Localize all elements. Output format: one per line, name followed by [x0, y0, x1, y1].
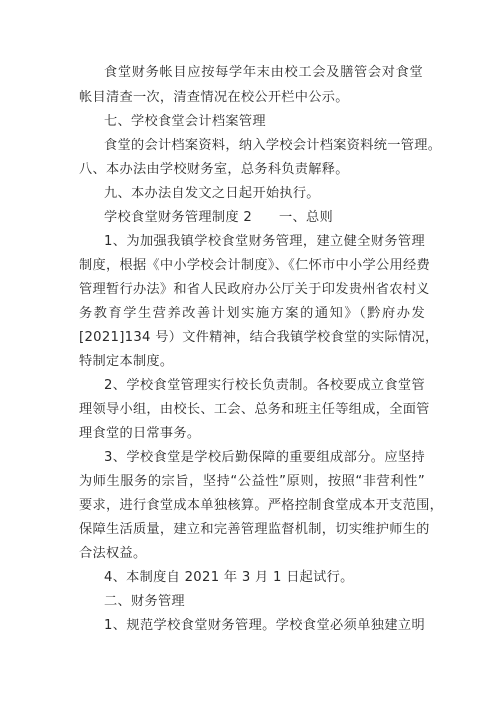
paragraph-line: 制度，根据《中小学校会计制度》、《仁怀市中小学公用经费 — [79, 258, 430, 273]
paragraph-line: 食堂的会计档案资料，纳入学校会计档案资料统一管理。 — [104, 138, 442, 153]
paragraph-line: 要求，进行食堂成本单独核算。严格控制食堂成本开支范围， — [79, 498, 444, 513]
paragraph-line: 理食堂的日常事务。 — [79, 426, 201, 441]
paragraph-line: 特制定本制度。 — [79, 354, 174, 369]
document-title: 学校食堂财务管理制度 2 一、总则 — [104, 210, 333, 225]
paragraph-line: 1、规范学校食堂财务管理。学校食堂必须单独建立明 — [104, 618, 425, 633]
paragraph-line: [2021]134 号）文件精神，结合我镇学校食堂的实际情况， — [79, 330, 439, 345]
paragraph-line: 九、本办法自发文之日起开始执行。 — [104, 186, 320, 201]
paragraph-line: 务教育学生营养改善计划实施方案的通知》（黔府办发 — [79, 306, 425, 321]
paragraph-line: 食堂财务帐目应按每学年末由校工会及膳管会对食堂 — [104, 65, 423, 80]
paragraph-line: 3、学校食堂是学校后勤保障的重要组成部分。应坚持 — [104, 450, 425, 465]
paragraph-line: 为师生服务的宗旨，坚持“公益性”原则，按照“非营利性” — [79, 474, 425, 489]
section-heading: 二、财务管理 — [104, 594, 185, 609]
paragraph-line: 2、学校食堂管理实行校长负责制。各校要成立食堂管 — [104, 378, 425, 393]
paragraph-line: 理领导小组，由校长、工会、总务和班主任等组成，全面管 — [79, 402, 430, 417]
section-heading: 七、学校食堂会计档案管理 — [104, 114, 266, 129]
paragraph-line: 管理暂行办法》和省人民政府办公厅关于印发贵州省农村义 — [79, 282, 430, 297]
paragraph-line: 4、本制度自 2021 年 3 月 1 日起试行。 — [104, 570, 354, 585]
paragraph-line: 保障生活质量，建立和完善管理监督机制，切实维护师生的 — [79, 522, 430, 537]
paragraph-line: 合法权益。 — [79, 546, 147, 561]
paragraph-line: 帐目清查一次，清查情况在校公开栏中公示。 — [79, 90, 349, 105]
paragraph-line: 八、本办法由学校财务室，总务科负责解释。 — [79, 162, 349, 177]
paragraph-line: 1、为加强我镇学校食堂财务管理，建立健全财务管理 — [104, 234, 425, 249]
